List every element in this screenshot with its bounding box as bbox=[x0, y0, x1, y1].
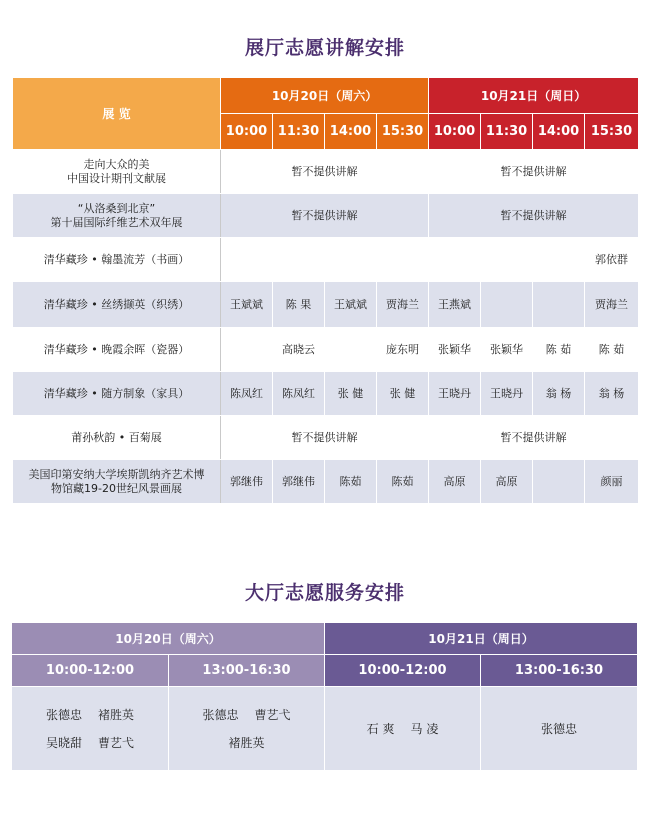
slot-cell bbox=[533, 238, 585, 282]
table-row bbox=[13, 416, 639, 460]
slot-cell bbox=[533, 282, 585, 328]
table-row bbox=[13, 282, 639, 328]
hall-schedule-title: 大厅志愿服务安排 bbox=[244, 582, 405, 604]
volunteer-name: 张德忠 bbox=[45, 707, 82, 722]
exhibition-header: 展 览 bbox=[13, 78, 221, 150]
slot-cell: 翁 杨 bbox=[585, 372, 639, 416]
no-guide-note: 暂不提供讲解 bbox=[221, 194, 429, 238]
slot-cell: 王斌斌 bbox=[221, 282, 273, 328]
time-header: 11:30 bbox=[273, 114, 325, 150]
slot-cell: 张颖华 bbox=[481, 328, 533, 372]
no-guide-note: 暂不提供讲解 bbox=[221, 150, 429, 194]
exhibition-schedule-table bbox=[12, 77, 639, 504]
volunteer-name: 马 凌 bbox=[410, 721, 439, 736]
slot-cell bbox=[533, 460, 585, 504]
slot-cell: 陈凤红 bbox=[273, 372, 325, 416]
slot-cell: 张 健 bbox=[325, 372, 377, 416]
volunteer-cell bbox=[481, 687, 638, 771]
exhibition-name: 清华藏珍 • 翰墨流芳（书画） bbox=[13, 238, 221, 282]
no-guide-note: 暂不提供讲解 bbox=[221, 416, 429, 460]
time-header: 10:00 bbox=[429, 114, 481, 150]
no-guide-note: 暂不提供讲解 bbox=[429, 194, 639, 238]
slot-cell bbox=[481, 282, 533, 328]
slot-cell: 郭继伟 bbox=[273, 460, 325, 504]
table-row bbox=[13, 328, 639, 372]
slot-cell: 王晓丹 bbox=[481, 372, 533, 416]
slot-cell: 王斌斌 bbox=[325, 282, 377, 328]
slot-cell: 贾海兰 bbox=[585, 282, 639, 328]
slot-cell: 高原 bbox=[429, 460, 481, 504]
exhibition-name: 清华藏珍 • 随方制象（家具） bbox=[13, 372, 221, 416]
time-header: 13:00-16:30 bbox=[169, 655, 325, 687]
no-guide-note: 暂不提供讲解 bbox=[429, 150, 639, 194]
slot-cell: 陈 茹 bbox=[585, 328, 639, 372]
time-header: 13:00-16:30 bbox=[481, 655, 638, 687]
time-header: 11:30 bbox=[481, 114, 533, 150]
time-header: 14:00 bbox=[325, 114, 377, 150]
exhibition-schedule-title: 展厅志愿讲解安排 bbox=[244, 37, 405, 59]
table-row bbox=[13, 194, 639, 238]
time-header: 15:30 bbox=[585, 114, 639, 150]
table-row bbox=[13, 238, 639, 282]
time-header: 14:00 bbox=[533, 114, 585, 150]
slot-cell: 高晓云 bbox=[221, 328, 377, 372]
slot-cell bbox=[221, 238, 429, 282]
slot-cell: 颜丽 bbox=[585, 460, 639, 504]
slot-cell: 贾海兰 bbox=[377, 282, 429, 328]
day2-header: 10月21日（周日） bbox=[325, 623, 638, 655]
volunteer-name: 吴晓甜 bbox=[45, 735, 82, 750]
day1-header: 10月20日（周六） bbox=[221, 78, 429, 114]
slot-cell: 庞东明 bbox=[377, 328, 429, 372]
time-header: 10:00 bbox=[221, 114, 273, 150]
time-header: 10:00-12:00 bbox=[12, 655, 169, 687]
slot-cell: 郭依群 bbox=[585, 238, 639, 282]
slot-cell: 陈茹 bbox=[325, 460, 377, 504]
volunteer-cell bbox=[169, 687, 325, 771]
exhibition-name: “从洛桑到北京” 第十届国际纤维艺术双年展 bbox=[13, 194, 221, 238]
exhibition-name: 清华藏珍 • 晚霞余晖（瓷器） bbox=[13, 328, 221, 372]
table-row bbox=[13, 460, 639, 504]
exhibition-name: 莆孙秋韵 • 百菊展 bbox=[13, 416, 221, 460]
volunteer-name: 石 爽 bbox=[366, 721, 395, 736]
table-row bbox=[13, 372, 639, 416]
day1-header: 10月20日（周六） bbox=[12, 623, 325, 655]
slot-cell: 王晓丹 bbox=[429, 372, 481, 416]
time-header: 10:00-12:00 bbox=[325, 655, 481, 687]
slot-cell: 张颖华 bbox=[429, 328, 481, 372]
table-row bbox=[12, 687, 638, 771]
volunteer-name: 张德忠 bbox=[540, 721, 577, 736]
slot-cell: 翁 杨 bbox=[533, 372, 585, 416]
exhibition-name: 美国印第安纳大学埃斯凯纳齐艺术博 物馆藏19-20世纪风景画展 bbox=[13, 460, 221, 504]
slot-cell: 陈 果 bbox=[273, 282, 325, 328]
time-header: 15:30 bbox=[377, 114, 429, 150]
volunteer-name: 曹艺弋 bbox=[254, 707, 291, 722]
volunteer-name: 褚胜英 bbox=[98, 707, 135, 722]
no-guide-note: 暂不提供讲解 bbox=[429, 416, 639, 460]
exhibition-name: 走向大众的美 中国设计期刊文献展 bbox=[13, 150, 221, 194]
volunteer-name: 褚胜英 bbox=[228, 735, 265, 750]
volunteer-cell bbox=[12, 687, 169, 771]
slot-cell: 陈凤红 bbox=[221, 372, 273, 416]
hall-schedule-table bbox=[11, 622, 638, 771]
slot-cell bbox=[481, 238, 533, 282]
volunteer-cell bbox=[325, 687, 481, 771]
slot-cell: 张 健 bbox=[377, 372, 429, 416]
slot-cell bbox=[429, 238, 481, 282]
table-row bbox=[13, 150, 639, 194]
volunteer-name: 曹艺弋 bbox=[98, 735, 135, 750]
exhibition-name: 清华藏珍 • 丝绣撷英（织绣） bbox=[13, 282, 221, 328]
day2-header: 10月21日（周日） bbox=[429, 78, 639, 114]
volunteer-name: 张德忠 bbox=[202, 707, 239, 722]
slot-cell: 高原 bbox=[481, 460, 533, 504]
slot-cell: 王燕斌 bbox=[429, 282, 481, 328]
slot-cell: 陈 茹 bbox=[533, 328, 585, 372]
slot-cell: 陈茹 bbox=[377, 460, 429, 504]
slot-cell: 郭继伟 bbox=[221, 460, 273, 504]
